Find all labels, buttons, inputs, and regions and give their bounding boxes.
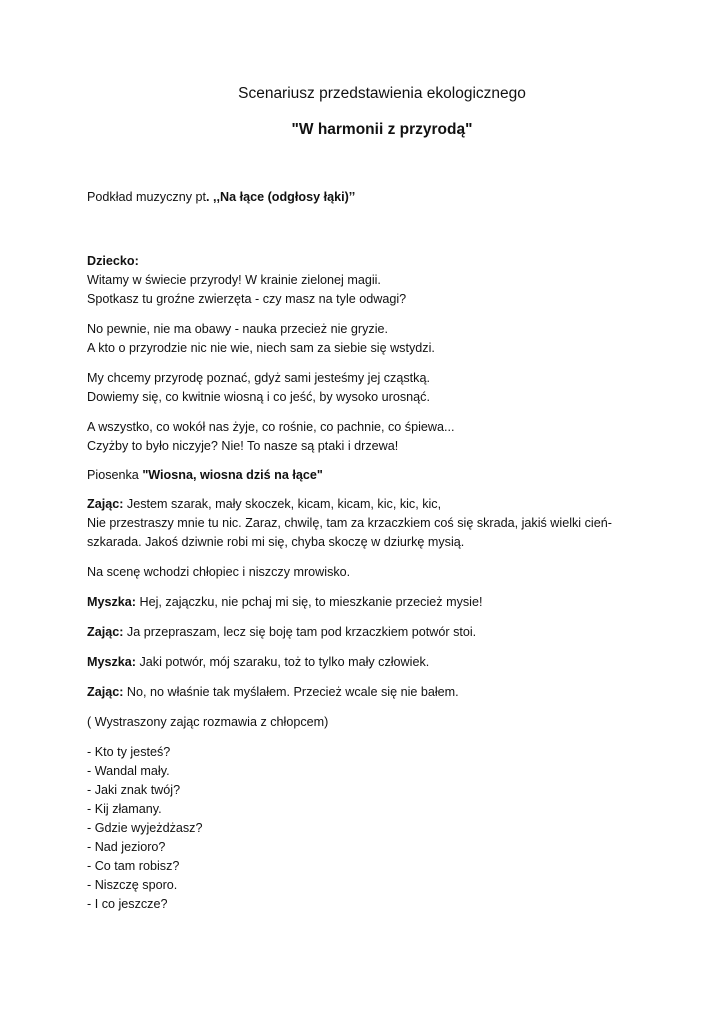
dialog-line xyxy=(87,653,685,672)
music-title: ,,Na łące (odgłosy łąki)’’ xyxy=(209,190,356,204)
stanza-line: Spotkasz tu groźne zwierzęta - czy masz na tyle odwagi? xyxy=(87,292,407,306)
speaker-label: Zając: xyxy=(87,625,124,639)
song-prefix: Piosenka xyxy=(87,468,143,482)
exchange-list xyxy=(87,743,685,914)
music-line xyxy=(87,188,685,207)
exchange-line: - Wandal mały. xyxy=(87,764,170,778)
exchange-line: - Jaki znak twój? xyxy=(87,783,181,797)
document-subtitle: "W harmonii z przyrodą" xyxy=(291,121,473,138)
dialog-line xyxy=(87,593,685,612)
exchange-line: - Nad jezioro? xyxy=(87,840,166,854)
speaker-label: Myszka: xyxy=(87,655,136,669)
exchange-line: - Co tam robisz? xyxy=(87,859,180,873)
stanza-2 xyxy=(87,320,685,358)
zajac-verse-line-3: szkarada. Jakoś dziwnie robi mi się, chyba skoczę w dziurkę mysią. xyxy=(87,535,465,549)
music-dot: . xyxy=(206,190,210,204)
song-title: "Wiosna, wiosna dziś na łące" xyxy=(142,468,323,482)
stanza-line: My chcemy przyrodę poznać, gdyż sami jesteśmy jej cząstką. xyxy=(87,371,430,385)
dialog-line xyxy=(87,683,685,702)
child-speaker-label: Dziecko: xyxy=(87,254,139,268)
stanza-line: A wszystko, co wokół nas żyje, co rośnie, co pachnie, co śpiewa... xyxy=(87,420,455,434)
verse-text: Jestem szarak, mały skoczek, kicam, kicam, kic, kic, kic, xyxy=(123,497,442,511)
exchange-line: - Gdzie wyjeżdżasz? xyxy=(87,821,203,835)
dialog-line xyxy=(87,623,685,642)
stanza-1 xyxy=(87,271,685,309)
stanza-4 xyxy=(87,418,685,456)
exchange-line: - Kto ty jesteś? xyxy=(87,745,171,759)
stanza-line: Witamy w świecie przyrody! W krainie zielonej magii. xyxy=(87,273,381,287)
speaker-label: Myszka: xyxy=(87,595,136,609)
stanza-line: Czyżby to było niczyje? Nie! To nasze są ptaki i drzewa! xyxy=(87,439,399,453)
music-prefix: Podkład muzyczny pt xyxy=(87,190,206,204)
zajac-verse-line-2: Nie przestraszy mnie tu nic. Zaraz, chwilę, tam za krzaczkiem coś się skrada, jakiś wielki cień- xyxy=(87,516,612,530)
document-title: Scenariusz przedstawienia ekologicznego xyxy=(238,85,526,102)
speaker-label: Zając: xyxy=(87,497,124,511)
zajac-verse-line-1 xyxy=(87,495,685,514)
exchange-line: - I co jeszcze? xyxy=(87,897,168,911)
dialog-text: No, no właśnie tak myślałem. Przecież wcale się nie bałem. xyxy=(123,685,459,699)
dialog-text: Hej, zajączku, nie pchaj mi się, to mieszkanie przecież mysie! xyxy=(136,595,483,609)
exchange-line: - Kij złamany. xyxy=(87,802,162,816)
stage-direction: Na scenę wchodzi chłopiec i niszczy mrowisko. xyxy=(87,565,351,579)
dialog-text: Jaki potwór, mój szaraku, toż to tylko mały człowiek. xyxy=(136,655,430,669)
stage-direction-2: ( Wystraszony zając rozmawia z chłopcem) xyxy=(87,715,329,729)
stanza-line: A kto o przyrodzie nic nie wie, niech sam za siebie się wstydzi. xyxy=(87,341,435,355)
stanza-line: Dowiemy się, co kwitnie wiosną i co jeść, by wysoko urosnąć. xyxy=(87,390,430,404)
stanza-line: No pewnie, nie ma obawy - nauka przecież nie gryzie. xyxy=(87,322,389,336)
speaker-label: Zając: xyxy=(87,685,124,699)
stanza-3 xyxy=(87,369,685,407)
song-line xyxy=(87,466,685,485)
exchange-line: - Niszczę sporo. xyxy=(87,878,178,892)
dialog-text: Ja przepraszam, lecz się boję tam pod krzaczkiem potwór stoi. xyxy=(123,625,477,639)
zajac-verse xyxy=(87,495,685,552)
